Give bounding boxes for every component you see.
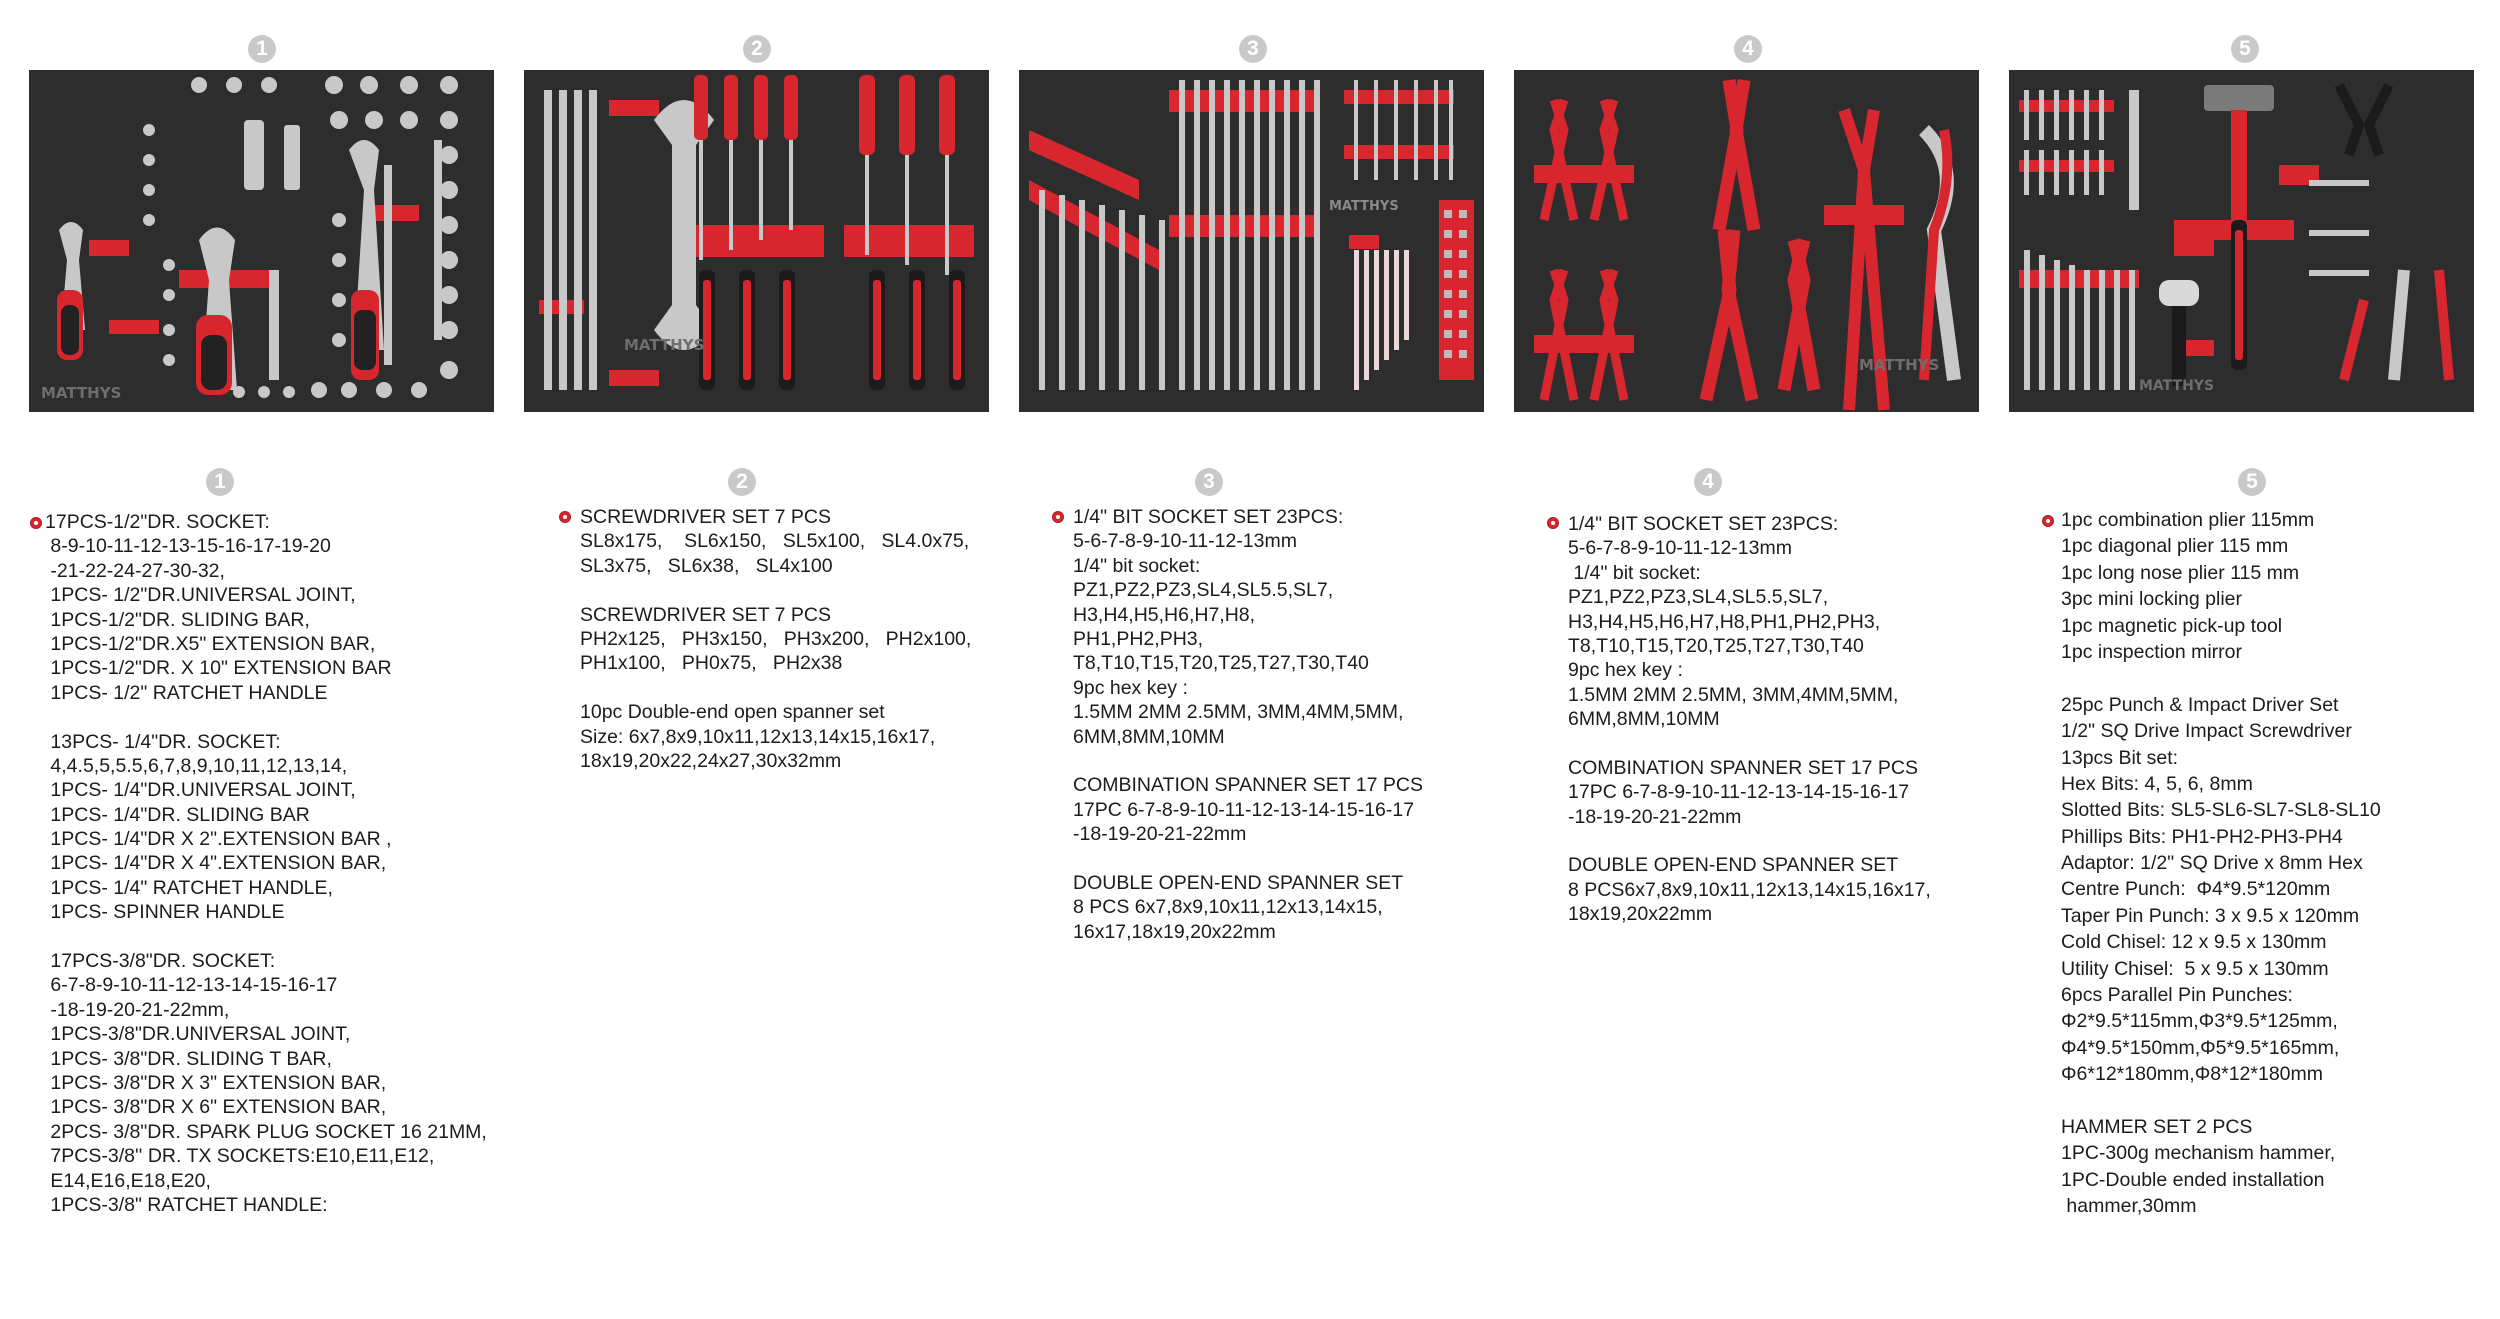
plier-tray-illustration — [1514, 70, 1979, 412]
drawer-number-badge: 1 — [248, 35, 276, 63]
spec-line: 1PCS-3/8"DR.UNIVERSAL JOINT, — [45, 1023, 351, 1046]
spec-line: -21-22-24-27-30-32, — [45, 559, 225, 582]
spec-line: 1PCS- 1/2"DR.UNIVERSAL JOINT, — [45, 584, 356, 607]
drawer-photo-4 — [1514, 70, 1979, 412]
spec-line: 1PCS-1/2"DR. SLIDING BAR, — [45, 608, 310, 631]
spec-line: H3,H4,H5,H6,H7,H8,PH1,PH2,PH3, — [1568, 610, 1881, 633]
drawer-photo-1 — [29, 70, 494, 412]
section-number-badge: 5 — [2238, 468, 2266, 496]
svg-text:MATTHYS: MATTHYS — [624, 336, 705, 354]
spec-line: Cold Chisel: 12 x 9.5 x 130mm — [2061, 931, 2327, 954]
spec-line: Slotted Bits: SL5-SL6-SL7-SL8-SL10 — [2061, 799, 2381, 822]
spec-line: 17PC 6-7-8-9-10-11-12-13-14-15-16-17 — [1073, 798, 1415, 821]
spec-line: 1pc magnetic pick-up tool — [2061, 614, 2283, 637]
spec-line: -18-19-20-21-22mm — [1568, 805, 1742, 828]
svg-text:MATTHYS: MATTHYS — [1329, 199, 1399, 214]
spec-line — [1568, 829, 1931, 853]
section-number-badge: 3 — [1195, 468, 1223, 496]
spec-line: 10pc Double-end open spanner set — [580, 701, 885, 724]
spec-line — [1568, 732, 1931, 756]
spec-line: 1/2" SQ Drive Impact Screwdriver — [2061, 720, 2352, 743]
spec-line: 1PCS-1/2"DR. X 10" EXTENSION BAR — [45, 657, 392, 680]
spec-line: 1PCS-1/2"DR.X5" EXTENSION BAR, — [45, 632, 376, 655]
spec-line: 2PCS- 3/8"DR. SPARK PLUG SOCKET 16 21MM, — [45, 1120, 487, 1143]
spec-line: 13PCS- 1/4"DR. SOCKET: — [45, 730, 281, 753]
spec-line: DOUBLE OPEN-END SPANNER SET — [1073, 871, 1404, 894]
spec-line: T8,T10,T15,T20,T25,T27,T30,T40 — [1073, 652, 1369, 675]
spec-line: Taper Pin Punch: 3 x 9.5 x 120mm — [2061, 904, 2360, 927]
spec-line: COMBINATION SPANNER SET 17 PCS — [1568, 756, 1918, 779]
spec-line: 4,4.5,5,5.5,6,7,8,9,10,11,12,13,14, — [45, 754, 348, 777]
spec-column-5 — [2061, 508, 2381, 1221]
drawer-photo-2 — [524, 70, 989, 412]
spec-line: 1pc inspection mirror — [2061, 640, 2242, 663]
spec-line: 5-6-7-8-9-10-11-12-13mm — [1568, 537, 1792, 560]
spec-line: H3,H4,H5,H6,H7,H8, — [1073, 603, 1256, 626]
spec-line: 1pc diagonal plier 115 mm — [2061, 535, 2289, 558]
red-bullet-icon — [1548, 518, 1558, 528]
spec-line: 17PCS-3/8"DR. SOCKET: — [45, 950, 276, 973]
spec-line: PH1x100, PH0x75, PH2x38 — [580, 652, 843, 675]
spec-line: 1.5MM 2MM 2.5MM, 3MM,4MM,5MM, — [1073, 701, 1404, 724]
drawer-number-badge: 3 — [1239, 35, 1267, 63]
spec-column-3 — [1073, 505, 1423, 944]
spec-line: -18-19-20-21-22mm — [1073, 823, 1247, 846]
svg-text:MATTHYS: MATTHYS — [1859, 356, 1940, 374]
spec-line — [580, 578, 971, 602]
spec-line — [45, 705, 487, 729]
spec-line: HAMMER SET 2 PCS — [2061, 1115, 2253, 1138]
spec-line: 1PCS- 1/4"DR X 4".EXTENSION BAR, — [45, 852, 387, 875]
spec-line: 6pcs Parallel Pin Punches: — [2061, 984, 2293, 1007]
spec-line: Phillips Bits: PH1-PH2-PH3-PH4 — [2061, 825, 2343, 848]
spec-line: 5-6-7-8-9-10-11-12-13mm — [1073, 530, 1297, 553]
section-number-badge: 4 — [1694, 468, 1722, 496]
spec-line: -18-19-20-21-22mm, — [45, 998, 230, 1021]
spec-line: 1.5MM 2MM 2.5MM, 3MM,4MM,5MM, — [1568, 683, 1899, 706]
spanner-tray-illustration — [1019, 70, 1484, 412]
spec-column-2 — [580, 505, 971, 773]
drawer-photo-5 — [2009, 70, 2474, 412]
spec-line — [2061, 1089, 2381, 1115]
svg-text:MATTHYS: MATTHYS — [41, 384, 122, 402]
section-number-badge: 1 — [206, 468, 234, 496]
spec-line: 8 PCS 6x7,8x9,10x11,12x13,14x15, — [1073, 896, 1383, 919]
spec-line: 3pc mini locking plier — [2061, 588, 2242, 611]
spec-line: 1PCS- SPINNER HANDLE — [45, 901, 285, 924]
spec-line: Φ4*9.5*150mm,Φ5*9.5*165mm, — [2061, 1036, 2340, 1059]
spec-line: PH1,PH2,PH3, — [1073, 627, 1204, 650]
spec-line: T8,T10,T15,T20,T25,T27,T30,T40 — [1568, 634, 1864, 657]
red-bullet-icon — [31, 518, 41, 528]
spec-line: 1PC-300g mechanism hammer, — [2061, 1142, 2336, 1165]
spec-line — [2061, 666, 2381, 692]
punch-hammer-tray-illustration — [2009, 70, 2474, 412]
spec-line: 1PCS-3/8" RATCHET HANDLE: — [45, 1193, 328, 1216]
spec-line: 1/4" BIT SOCKET SET 23PCS: — [1073, 506, 1344, 528]
spec-line: DOUBLE OPEN-END SPANNER SET — [1568, 854, 1899, 877]
spec-line: 7PCS-3/8'' DR. TX SOCKETS:E10,E11,E12, — [45, 1145, 435, 1168]
spec-line: 9pc hex key : — [1568, 659, 1683, 682]
svg-text:MATTHYS: MATTHYS — [2139, 378, 2215, 394]
screwdriver-tray-illustration — [524, 70, 989, 412]
red-bullet-icon — [1053, 512, 1063, 522]
spec-line: PH2x125, PH3x150, PH3x200, PH2x100, — [580, 627, 972, 650]
spec-line: 1PCS- 1/4" RATCHET HANDLE, — [45, 876, 333, 899]
spec-column-1 — [45, 510, 487, 1217]
spec-line: 6-7-8-9-10-11-12-13-14-15-16-17 — [45, 974, 338, 997]
spec-line: 17PCS-1/2"DR. SOCKET: — [45, 511, 270, 533]
spec-line: 1PCS- 3/8"DR X 3" EXTENSION BAR, — [45, 1071, 387, 1094]
spec-line: SCREWDRIVER SET 7 PCS — [580, 506, 832, 528]
spec-line: PZ1,PZ2,PZ3,SL4,SL5.5,SL7, — [1073, 579, 1334, 602]
spec-line — [1073, 749, 1423, 773]
spec-line: 1/4" bit socket: — [1568, 561, 1701, 584]
red-bullet-icon — [2043, 516, 2053, 526]
spec-line: 25pc Punch & Impact Driver Set — [2061, 693, 2339, 716]
spec-line: 1PCS- 3/8"DR X 6" EXTENSION BAR, — [45, 1096, 387, 1119]
drawer-number-badge: 5 — [2231, 35, 2259, 63]
spec-line: 18x19,20x22mm — [1568, 903, 1713, 926]
spec-line: 1PCS- 1/4"DR. SLIDING BAR — [45, 803, 310, 826]
spec-line: Size: 6x7,8x9,10x11,12x13,14x15,16x17, — [580, 725, 936, 748]
spec-line: COMBINATION SPANNER SET 17 PCS — [1073, 774, 1423, 797]
spec-line: 1pc long nose plier 115 mm — [2061, 561, 2300, 584]
socket-tray-illustration — [29, 70, 494, 412]
spec-line: 1PCS- 1/2" RATCHET HANDLE — [45, 681, 328, 704]
spec-line: 17PC 6-7-8-9-10-11-12-13-14-15-16-17 — [1568, 781, 1910, 804]
spec-line: 18x19,20x22,24x27,30x32mm — [580, 749, 842, 772]
spec-column-4 — [1568, 512, 1931, 927]
drawer-photo-3 — [1019, 70, 1484, 412]
spec-line: Φ2*9.5*115mm,Φ3*9.5*125mm, — [2061, 1010, 2338, 1033]
spec-line: Utility Chisel: 5 x 9.5 x 130mm — [2061, 957, 2329, 980]
spec-line: PZ1,PZ2,PZ3,SL4,SL5.5,SL7, — [1568, 586, 1829, 609]
spec-line: 8-9-10-11-12-13-15-16-17-19-20 — [45, 535, 331, 558]
spec-line: Centre Punch: Φ4*9.5*120mm — [2061, 878, 2331, 901]
spec-line: 6MM,8MM,10MM — [1073, 725, 1225, 748]
spec-line: Φ6*12*180mm,Φ8*12*180mm — [2061, 1063, 2324, 1086]
spec-line — [1073, 846, 1423, 870]
spec-line: 1PCS- 1/4"DR X 2".EXTENSION BAR , — [45, 828, 392, 851]
spec-line: 16x17,18x19,20x22mm — [1073, 920, 1276, 943]
spec-line: 1PCS- 1/4"DR.UNIVERSAL JOINT, — [45, 779, 356, 802]
spec-line: E14,E16,E18,E20, — [45, 1169, 211, 1192]
spec-line: 8 PCS6x7,8x9,10x11,12x13,14x15,16x17, — [1568, 878, 1931, 901]
red-bullet-icon — [560, 512, 570, 522]
spec-line: SL3x75, SL6x38, SL4x100 — [580, 554, 833, 577]
spec-line: 6MM,8MM,10MM — [1568, 708, 1720, 731]
spec-line: 1PCS- 3/8"DR. SLIDING T BAR, — [45, 1047, 332, 1070]
spec-line — [580, 676, 971, 700]
spec-line: hammer,30mm — [2061, 1195, 2197, 1218]
spec-line: 1/4" bit socket: — [1073, 554, 1201, 577]
section-number-badge: 2 — [728, 468, 756, 496]
drawer-number-badge: 2 — [743, 35, 771, 63]
spec-line: SL8x175, SL6x150, SL5x100, SL4.0x75, — [580, 530, 970, 553]
spec-line: 1pc combination plier 115mm — [2061, 509, 2315, 531]
spec-line: 9pc hex key : — [1073, 676, 1188, 699]
spec-line: Hex Bits: 4, 5, 6, 8mm — [2061, 772, 2253, 795]
drawer-number-badge: 4 — [1734, 35, 1762, 63]
spec-line — [45, 925, 487, 949]
spec-line: 13pcs Bit set: — [2061, 746, 2179, 769]
spec-line: 1/4" BIT SOCKET SET 23PCS: — [1568, 513, 1839, 535]
spec-line: Adaptor: 1/2" SQ Drive x 8mm Hex — [2061, 852, 2363, 875]
spec-line: SCREWDRIVER SET 7 PCS — [580, 603, 832, 626]
spec-line: 1PC-Double ended installation — [2061, 1168, 2325, 1191]
